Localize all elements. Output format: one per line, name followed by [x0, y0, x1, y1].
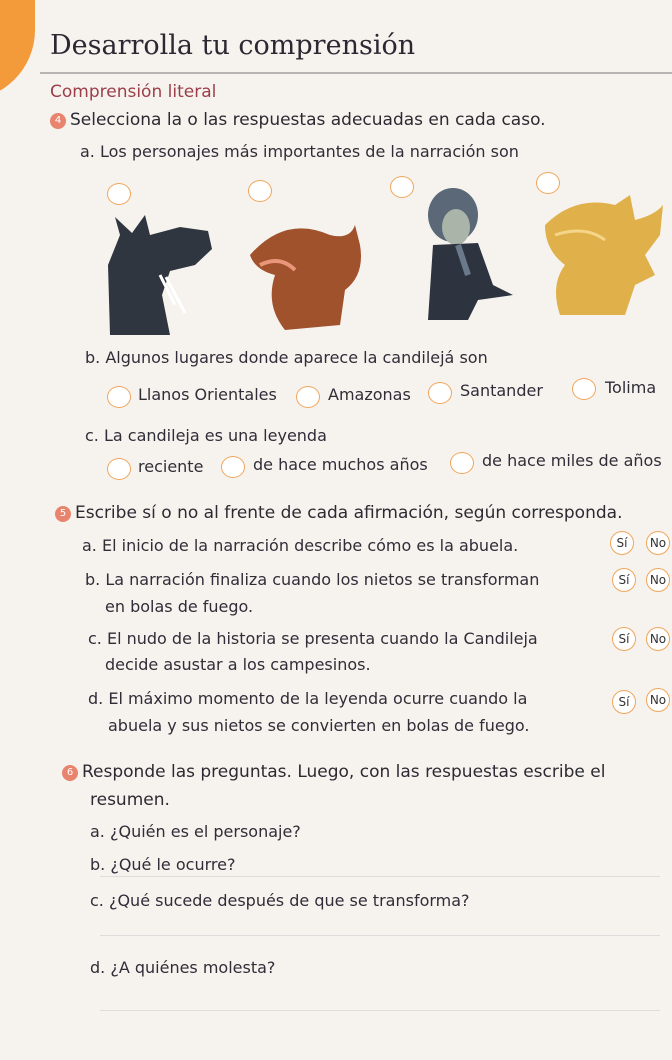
yes-option[interactable]: Sí [612, 690, 636, 714]
page-title: Desarrolla tu comprensión [50, 30, 416, 61]
question-5-prompt: Escribe sí o no al frente de cada afirmación, según corresponda. [75, 503, 623, 523]
no-option[interactable]: No [646, 531, 670, 555]
age-radio-3[interactable] [450, 452, 474, 474]
yes-option[interactable]: Sí [610, 531, 634, 555]
q6a-text: a. ¿Quién es el personaje? [90, 822, 301, 841]
q4b-text: b. Algunos lugares donde aparece la candilejá son [85, 348, 488, 367]
character-radio-3[interactable] [390, 176, 414, 198]
answer-line [100, 876, 660, 877]
place-option-label: Amazonas [328, 385, 411, 404]
wolf-silhouette-icon [100, 205, 220, 335]
question-4 [50, 110, 546, 130]
q6b-text: b. ¿Qué le ocurre? [90, 855, 236, 874]
age-option-label: reciente [138, 457, 204, 476]
yes-option[interactable]: Sí [612, 627, 636, 651]
age-option-label: de hace miles de años [482, 451, 662, 470]
answer-line [100, 1010, 660, 1011]
q6d-text: d. ¿A quiénes molesta? [90, 958, 276, 977]
age-option-label: de hace muchos años [253, 455, 428, 474]
place-option-label: Santander [460, 381, 543, 400]
question-number-badge: 5 [55, 506, 71, 522]
flaming-creature-icon [245, 215, 375, 335]
question-4-prompt: Selecciona la o las respuestas adecuadas en cada caso. [70, 110, 546, 130]
character-radio-2[interactable] [248, 180, 272, 202]
question-number-badge: 6 [62, 765, 78, 781]
q5d-text-cont: abuela y sus nietos se convierten en bolas de fuego. [108, 716, 530, 735]
place-radio-4[interactable] [572, 378, 596, 400]
q4c-text: c. La candileja es una leyenda [85, 426, 327, 445]
title-divider [40, 72, 672, 74]
boy-figure-icon [418, 185, 518, 320]
character-radio-1[interactable] [107, 183, 131, 205]
q5c-text: c. El nudo de la historia se presenta cuando la Candileja [88, 629, 538, 648]
fire-creature-icon [545, 195, 667, 315]
age-radio-2[interactable] [221, 456, 245, 478]
answer-line [100, 935, 660, 936]
q5b-text: b. La narración finaliza cuando los nietos se transforman [85, 570, 540, 589]
question-number-badge: 4 [50, 113, 66, 129]
no-option[interactable]: No [646, 568, 670, 592]
section-subtitle: Comprensión literal [50, 82, 217, 102]
no-option[interactable]: No [646, 627, 670, 651]
place-radio-3[interactable] [428, 382, 452, 404]
q4a-text: a. Los personajes más importantes de la narración son [80, 142, 519, 161]
q5d-text: d. El máximo momento de la leyenda ocurre cuando la [88, 689, 528, 708]
character-radio-4[interactable] [536, 172, 560, 194]
question-5 [55, 503, 622, 523]
question-6-prompt-cont: resumen. [90, 790, 170, 810]
no-option[interactable]: No [646, 688, 670, 712]
q6c-text: c. ¿Qué sucede después de que se transforma? [90, 891, 470, 910]
q5c-text-cont: decide asustar a los campesinos. [105, 655, 371, 674]
question-6 [62, 762, 605, 782]
question-6-prompt: Responde las preguntas. Luego, con las respuestas escribe el [82, 762, 606, 782]
decorative-corner [0, 0, 35, 100]
place-option-label: Tolima [605, 378, 657, 397]
age-radio-1[interactable] [107, 458, 131, 480]
place-option-label: Llanos Orientales [138, 385, 277, 404]
place-radio-1[interactable] [107, 386, 131, 408]
q5a-text: a. El inicio de la narración describe cómo es la abuela. [82, 536, 519, 555]
q5b-text-cont: en bolas de fuego. [105, 597, 254, 616]
yes-option[interactable]: Sí [612, 568, 636, 592]
place-radio-2[interactable] [296, 386, 320, 408]
